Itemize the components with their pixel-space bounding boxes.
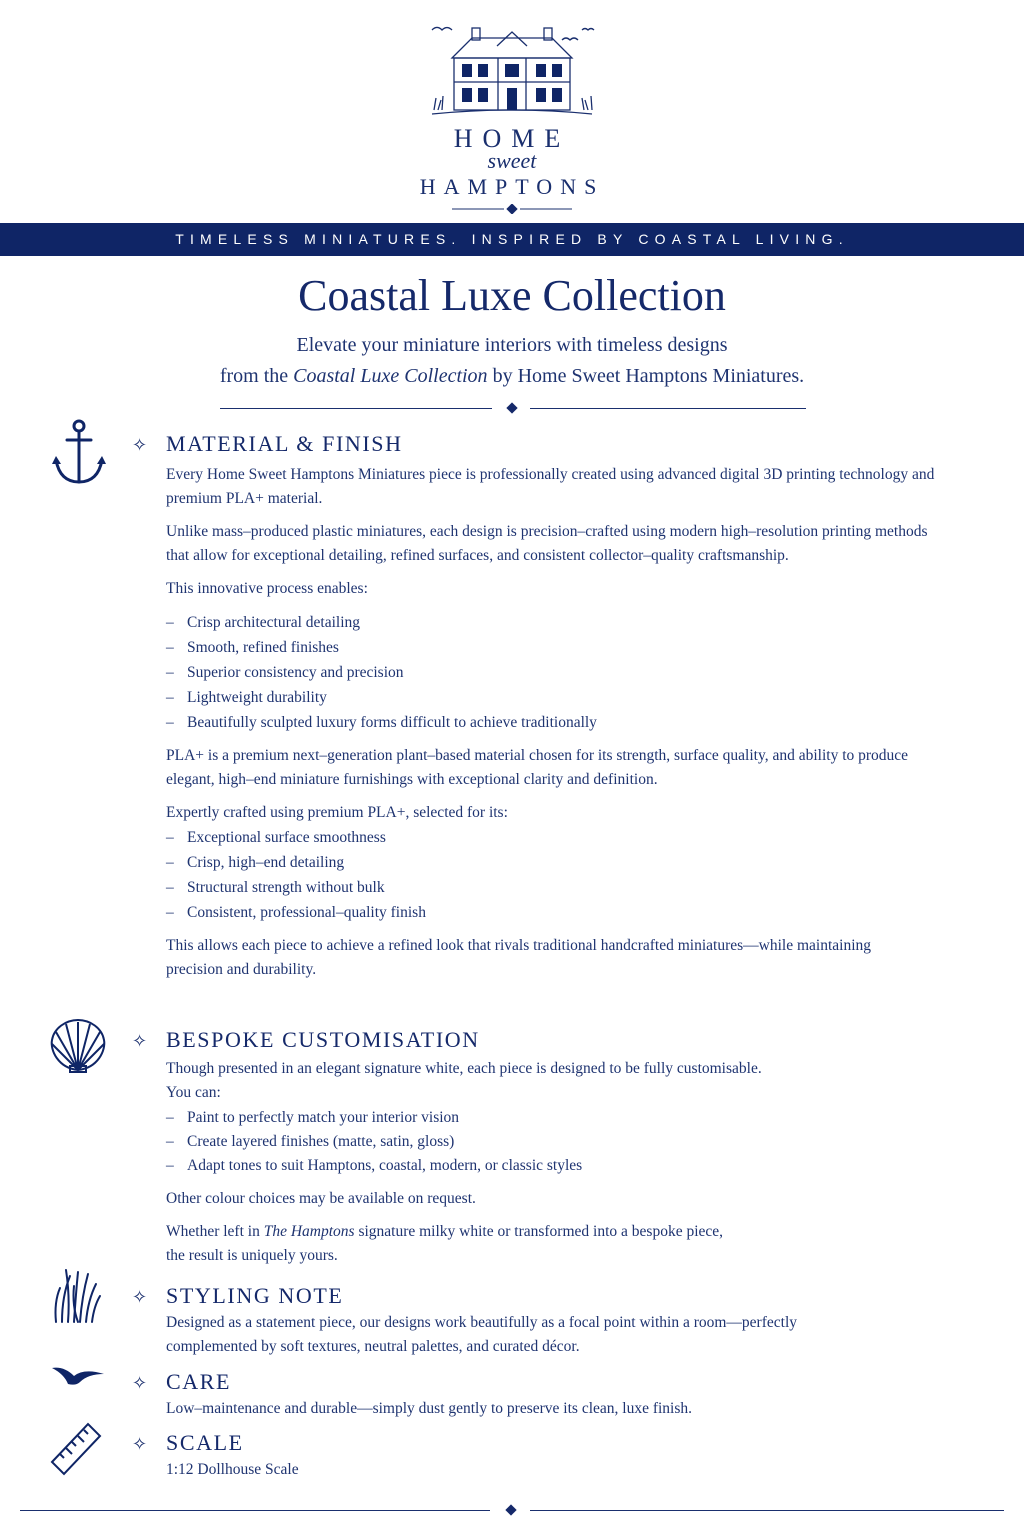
list-item [166, 710, 946, 735]
list-text: Create layered finishes (matte, satin, gloss) [187, 1133, 455, 1150]
list-text: Adapt tones to suit Hamptons, coastal, modern, or classic styles [187, 1157, 583, 1174]
dash: – [166, 714, 174, 731]
dash: – [166, 664, 174, 681]
list-item [166, 660, 946, 685]
section-body-scale [166, 1458, 946, 1491]
material-paragraph: This allows each piece to achieve a refined look that rivals traditional handcrafted miniatures—while maintaining precision and durability. [166, 937, 872, 978]
material-paragraph: This innovative process enables: [166, 580, 368, 597]
bespoke-paragraph: Other colour choices may be available on request. [166, 1190, 476, 1207]
dash: – [166, 854, 174, 871]
list-text: Crisp, high–end detailing [187, 854, 345, 871]
divider-bottom [20, 1505, 1004, 1517]
material-paragraph: Unlike mass–produced plastic miniatures, each design is precision–crafted using modern high–resolution printing methods that allow for exceptional detailing, refined surfaces, and consistent collector–quality craftsmanship. [166, 523, 928, 564]
material-list-pla [166, 825, 946, 925]
section-heading-bespoke: BESPOKE CUSTOMISATION [166, 1027, 480, 1052]
grass-icon [50, 1266, 104, 1324]
list-text: Superior consistency and precision [187, 664, 404, 681]
list-text: Crisp architectural detailing [187, 614, 361, 631]
list-text: Exceptional surface smoothness [187, 829, 386, 846]
brand-home: HOME [453, 124, 571, 153]
intro-line-2 [0, 361, 1024, 392]
dash: – [166, 614, 174, 631]
dash: – [166, 1133, 174, 1150]
ruler-icon [48, 1418, 104, 1476]
page-title: Coastal Luxe Collection [298, 271, 726, 320]
bespoke-paragraph: Though presented in an elegant signature white, each piece is designed to be fully customisable. [166, 1060, 762, 1077]
list-item [166, 900, 946, 925]
scale-paragraph: 1:12 Dollhouse Scale [166, 1461, 299, 1478]
styling-paragraph: Designed as a statement piece, our designs work beautifully as a focal point within a room—perfectly complemented by soft textures, neutral palettes, and curated décor. [166, 1314, 798, 1355]
dash: – [166, 829, 174, 846]
list-item [166, 685, 946, 710]
material-list-process [166, 610, 946, 735]
section-heading-care: CARE [166, 1369, 232, 1394]
divider-diamond [506, 402, 517, 413]
section-heading-scale: SCALE [166, 1430, 244, 1455]
list-item [166, 1106, 946, 1130]
bespoke-list [166, 1106, 946, 1178]
bespoke-paragraph: the result is uniquely yours. [166, 1247, 338, 1264]
material-paragraph: Expertly crafted using premium PLA+, selected for its: [166, 804, 508, 821]
star-icon: ✧ [132, 1373, 148, 1394]
brand-ornament [452, 204, 572, 214]
list-text: Lightweight durability [187, 689, 327, 706]
star-icon: ✧ [132, 435, 148, 456]
dash: – [166, 639, 174, 656]
dash: – [166, 1109, 174, 1126]
brand-hamptons: HAMPTONS [419, 174, 605, 199]
intro-prefix: from the [219, 365, 294, 387]
section-heading-styling: STYLING NOTE [166, 1283, 344, 1308]
list-item [166, 825, 946, 850]
list-text: Beautifully sculpted luxury forms difficult to achieve traditionally [187, 714, 597, 731]
tagline-banner: TIMELESS MINIATURES. INSPIRED BY COASTAL LIVING. [0, 223, 1024, 256]
section-body-styling [166, 1311, 856, 1368]
star-icon: ✧ [132, 1031, 148, 1052]
intro-collection-name: Coastal Luxe Collection [293, 365, 488, 387]
list-text: Structural strength without bulk [187, 879, 385, 896]
section-body-care [166, 1397, 946, 1430]
list-item [166, 875, 946, 900]
list-text: Paint to perfectly match your interior vision [187, 1109, 460, 1126]
star-icon: ✧ [132, 1287, 148, 1308]
dash: – [166, 689, 174, 706]
list-text: Consistent, professional–quality finish [187, 904, 426, 921]
divider-rule-left [20, 1510, 490, 1511]
material-paragraph: PLA+ is a premium next–generation plant–based material chosen for its strength, surface quality, and ability to produce elegant, high–end miniature furnishings with exceptional clarity and definition. [166, 747, 909, 788]
bespoke-text: Whether left in [166, 1223, 264, 1240]
intro-text [0, 330, 1024, 392]
section-body-bespoke [166, 1057, 946, 1277]
dash: – [166, 1157, 174, 1174]
divider-rule-right [530, 408, 806, 409]
dash: – [166, 879, 174, 896]
house-illustration [412, 18, 612, 128]
bespoke-text: signature milky white or transformed into a bespoke piece, [354, 1223, 724, 1240]
list-text: Smooth, refined finishes [187, 639, 339, 656]
divider-diamond [505, 1504, 516, 1515]
star-icon: ✧ [132, 1434, 148, 1455]
care-paragraph: Low–maintenance and durable—simply dust gently to preserve its clean, luxe finish. [166, 1400, 693, 1417]
divider-top [220, 403, 806, 415]
divider-rule-left [220, 408, 492, 409]
list-item [166, 610, 946, 635]
intro-suffix: by Home Sweet Hamptons Miniatures. [487, 365, 805, 387]
list-item [166, 635, 946, 660]
material-paragraph: Every Home Sweet Hamptons Miniatures piece is professionally created using advanced digital 3D printing technology and premium PLA+ material. [166, 466, 935, 507]
section-body-material [166, 463, 946, 991]
anchor-icon [50, 418, 108, 488]
brand-sweet: sweet [487, 148, 537, 173]
list-item [166, 850, 946, 875]
bespoke-paragraph [166, 1220, 946, 1244]
bespoke-paragraph: You can: [166, 1084, 221, 1101]
dash: – [166, 904, 174, 921]
bespoke-italic: The Hamptons [263, 1223, 355, 1240]
divider-rule-right [530, 1510, 1004, 1511]
section-heading-material: MATERIAL & FINISH [166, 431, 403, 456]
list-item [166, 1154, 946, 1178]
intro-line-1: Elevate your miniature interiors with timeless designs [296, 334, 728, 356]
seagull-icon [50, 1360, 106, 1390]
shell-icon [48, 1018, 108, 1074]
list-item [166, 1130, 946, 1154]
